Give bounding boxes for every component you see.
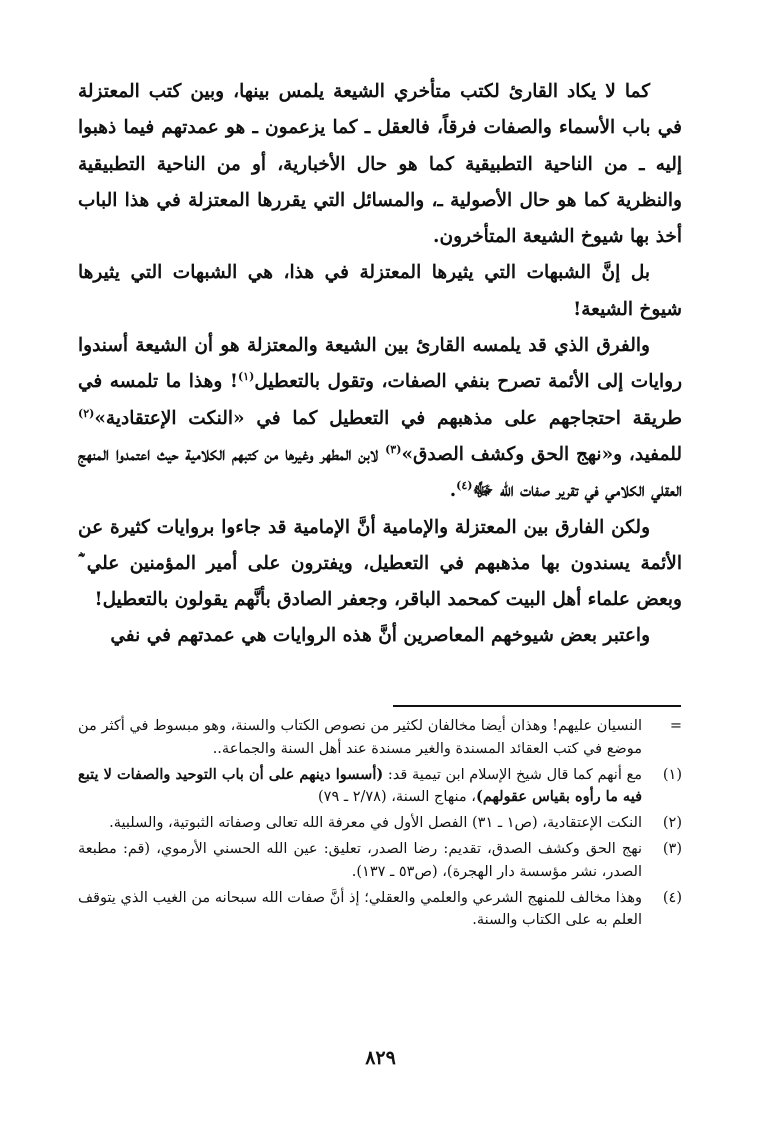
paragraph-3-part-1: والفرق الذي قد يلمسه القارئ بين الشيعة والمعتزلة هو أن الشيعة أسندوا روايات إلى الأئمة تصرح بنفي الصفات، وتقول بالتعطيل — [78, 335, 683, 393]
footnote-1-suffix: ، منهاج السنة، (٢/٧٨ ـ ٧٩) — [318, 789, 476, 806]
footnote-separator — [393, 705, 681, 707]
footnote-text — [78, 764, 642, 810]
paragraph-3-part-4: لابن المطهر وغيرها من كتبهم الكلامية حيث اعتمدوا المنهج العقلي الكلامي في تقرير صفات الله ﷻ — [78, 443, 682, 502]
footnote-text: النسيان عليهم! وهذان أيضا مخالفان لكثير من نصوص الكتاب والسنة، وهو مبسوط في أكثر من موضع في كتب العقائد المسندة والغير مسندة عند أهل السنة والجماعة.. — [78, 718, 642, 757]
footnote-text: نهج الحق وكشف الصدق، تقديم: رضا الصدر، تعليق: عين الله الحسني الأرموي، (قم: مطبعة الصدر، نشر مؤسسة دار الهجرة)، (ص٥٣ ـ ١٣٧). — [78, 840, 642, 880]
footnote-text: النكت الإعتقادية، (ص١ ـ ٣١) الفصل الأول في معرفة الله تعالى وصفاته الثبوتية، والسلبية. — [109, 815, 642, 832]
footnote-ref-1[interactable]: (١) — [237, 370, 255, 384]
page-number: ٨٢٩ — [365, 1047, 396, 1069]
footnote-2 — [78, 812, 682, 835]
footnote-4 — [78, 887, 682, 933]
footnote-marker: = — [669, 718, 682, 734]
paragraph-1: كما لا يكاد القارئ لكتب متأخري الشيعة يلمس بينها، وبين كتب المعتزلة في باب الأسماء والصفات فرقاً، فالعقل ـ كما يزعمون ـ هو عمدتهم فيما ذهبوا إليه ـ من الناحية التطبيقية كما هو حال الأخبارية، أو من الناحية التطبيقية والنظرية كما هو حال الأصولية ـ، والمسائل التي يقررها المعتزلة في هذا الباب أخذ بها شيوخ الشيعة المتأخرون. — [78, 81, 682, 248]
paragraph-2: بل إنَّ الشبهات التي يثيرها المعتزلة في هذا، هي الشبهات التي يثيرها شيوخ الشيعة! — [78, 262, 682, 320]
footnote-text: وهذا مخالف للمنهج الشرعي والعلمي والعقلي؛ إذ أنَّ صفات الله سبحانه من الغيب الذي يتوقف العلم به على الكتاب والسنة. — [78, 889, 642, 929]
footnote-marker: (٢) — [662, 815, 682, 832]
footnote-continued — [78, 715, 682, 761]
footnote-ref-2[interactable]: (٢) — [78, 406, 95, 420]
footnote-1 — [78, 764, 682, 810]
footnote-ref-4[interactable]: (٤) — [456, 479, 473, 493]
footnote-1-quote: (أسسوا دينهم على أن باب التوحيد والصفات لا يتبع فيه ما رأوه بقياس عقولهم) — [78, 765, 642, 806]
paragraph-3 — [78, 328, 682, 509]
footnote-marker: (٣) — [662, 840, 682, 857]
footnotes — [78, 715, 682, 935]
footnote-ref-3[interactable]: (٣) — [385, 442, 402, 456]
paragraph-4: ولكن الفارق بين المعتزلة والإمامية أنَّ الإمامية قد جاءوا بروايات كثيرة عن الأئمة يسندون بها مذهبهم في التعطيل، ويفترون على أمير المؤمنين علي ؓ وبعض علماء أهل البيت كمحمد الباقر، وجعفر الصادق بأنَّهم يقولون بالتعطيل! — [78, 516, 682, 611]
paragraph-3-part-5: . — [449, 480, 457, 502]
paragraph-3-part-2: ! وهذا ما تلمسه في طريقة احتجاجهم على مذهبهم في التعطيل كما في «النكت الإعتقادية» — [78, 371, 682, 429]
footnote-marker: (٤) — [662, 889, 682, 906]
main-text — [78, 74, 682, 655]
footnote-1-prefix: مع أنهم كما قال شيخ الإسلام ابن تيمية قد: — [383, 766, 642, 783]
footnote-3 — [78, 838, 682, 884]
paragraph-3-part-3: للمفيد، و«نهج الحق وكشف الصدق» — [401, 443, 682, 465]
paragraph-5: واعتبر بعض شيوخهم المعاصرين أنَّ هذه الروايات هي عمدتهم في نفي — [110, 625, 650, 647]
footnote-marker: (١) — [662, 766, 682, 783]
